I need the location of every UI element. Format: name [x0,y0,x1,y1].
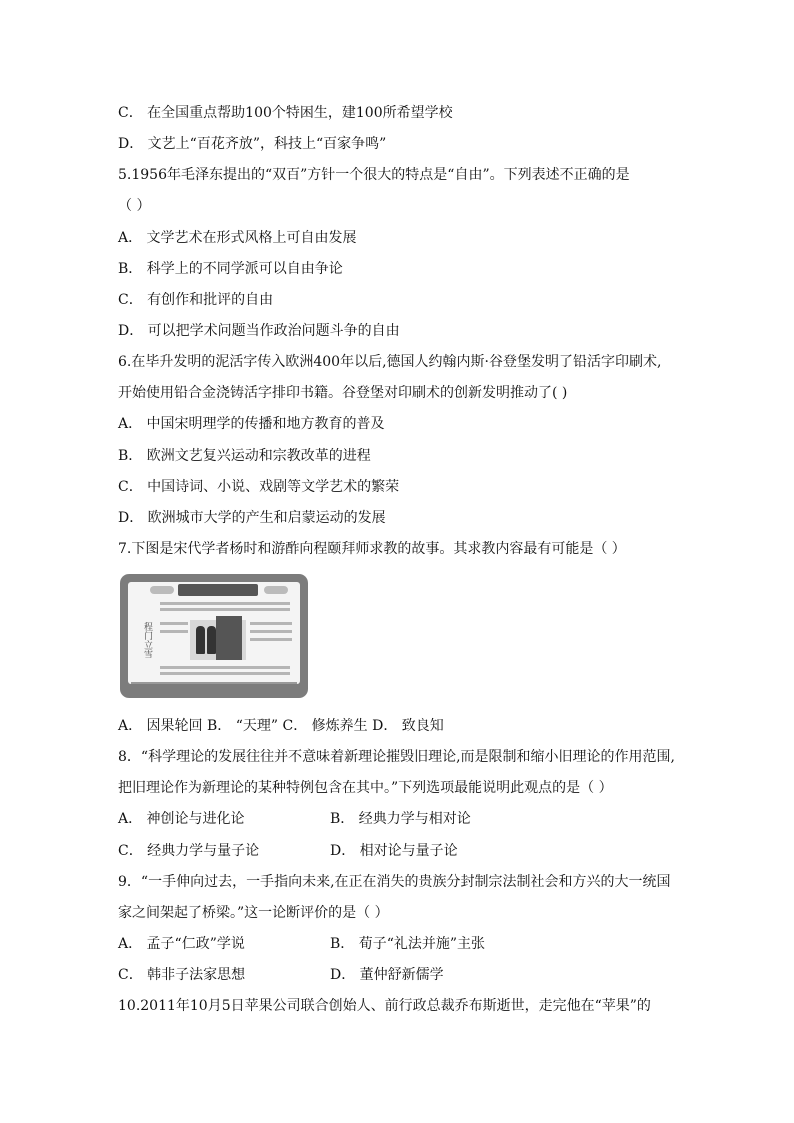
q6-option-a: A． 中国宋明理学的传播和地方教育的普及 [118,416,385,432]
q10-stem-line1: 10.2011年10月5日苹果公司联合创始人、前行政总裁乔布斯逝世，走完他在“苹果”的 [118,998,651,1014]
q6-stem-line2: 开始使用铅合金浇铸活字排印书籍。谷登堡对印刷术的创新发明推动了( ) [118,385,568,401]
q6-option-c: C． 中国诗词、小说、戏剧等文学艺术的繁荣 [118,479,400,495]
illustration-banner [178,584,258,596]
illustration-text-line [160,672,290,675]
q7-stem: 7.下图是宋代学者杨时和游酢向程颐拜师求教的故事。其求教内容最有可能是（ ） [118,541,626,557]
q8-option-a: A． 神创论与进化论 [118,811,245,827]
q5-stem-line2: （ ） [118,198,151,214]
q8-option-d: D． 相对论与量子论 [330,843,458,859]
q5-option-b: B． 科学上的不同学派可以自由争论 [118,261,343,277]
q8-option-c: C． 经典力学与量子论 [118,843,260,859]
illustration-side-title: 程门立雪 [142,622,152,658]
illustration-text-line [250,630,292,633]
illustration-text-line [160,622,188,625]
illustration-panel [128,582,300,684]
illustration-text-line [160,608,290,611]
scene-door [216,616,242,660]
q8-stem-line2: 把旧理论作为新理论的某种特例包含在其中。”下列选项最能说明此观点的是（ ） [118,780,613,796]
scholar-figure [207,626,216,654]
q9-option-c: C． 韩非子法家思想 [118,967,246,983]
q5-option-d: D． 可以把学术问题当作政治问题斗争的自由 [118,323,400,339]
q9-stem-line2: 家之间架起了桥梁。”这一论断评价的是（ ） [118,905,389,921]
story-illustration [120,574,308,698]
scholar-figure [196,626,205,654]
q6-option-d: D． 欧洲城市大学的产生和启蒙运动的发展 [118,510,386,526]
q8-option-b: B． 经典力学与相对论 [330,811,471,827]
illustration-text-line [160,602,290,605]
q4-option-c: C． 在全国重点帮助100个特困生，建100所希望学校 [118,105,453,121]
illustration-text-line [250,638,292,641]
q5-option-a: A． 文学艺术在形式风格上可自由发展 [118,230,357,246]
q5-stem-line1: 5.1956年毛泽东提出的“双百”方针一个很大的特点是“自由”。下列表述不正确的是 [118,167,630,183]
q8-stem-line1: 8．“科学理论的发展往往并不意味着新理论摧毁旧理论,而是限制和缩小旧理论的作用范围, [118,749,675,765]
illustration-text-line [160,630,188,633]
illustration-text-line [160,666,290,669]
q9-stem-line1: 9．“一手伸向过去，一手指向未来,在正在消失的贵族分封制宗法制社会和方兴的大一统国 [118,874,671,890]
q6-option-b: B． 欧洲文艺复兴运动和宗教改革的进程 [118,448,371,464]
q9-option-b: B． 荀子“礼法并施”主张 [330,936,486,952]
q7-options: A． 因果轮回 B． “天理” C． 修炼养生 D． 致良知 [118,718,444,734]
q5-option-c: C． 有创作和批评的自由 [118,292,274,308]
q9-option-a: A． 孟子“仁政”学说 [118,936,245,952]
q9-option-d: D． 董仲舒新儒学 [330,967,444,983]
illustration-text-line [250,622,292,625]
q4-option-d: D． 文艺上“百花齐放”，科技上“百家争鸣” [118,136,387,152]
q6-stem-line1: 6.在毕升发明的泥活字传入欧洲400年以后,德国人约翰内斯·谷登堡发明了铅活字印刷术, [118,354,662,370]
cloud-decoration-left [150,586,174,594]
illustration-divider [131,682,297,684]
cloud-decoration-right [264,586,288,594]
